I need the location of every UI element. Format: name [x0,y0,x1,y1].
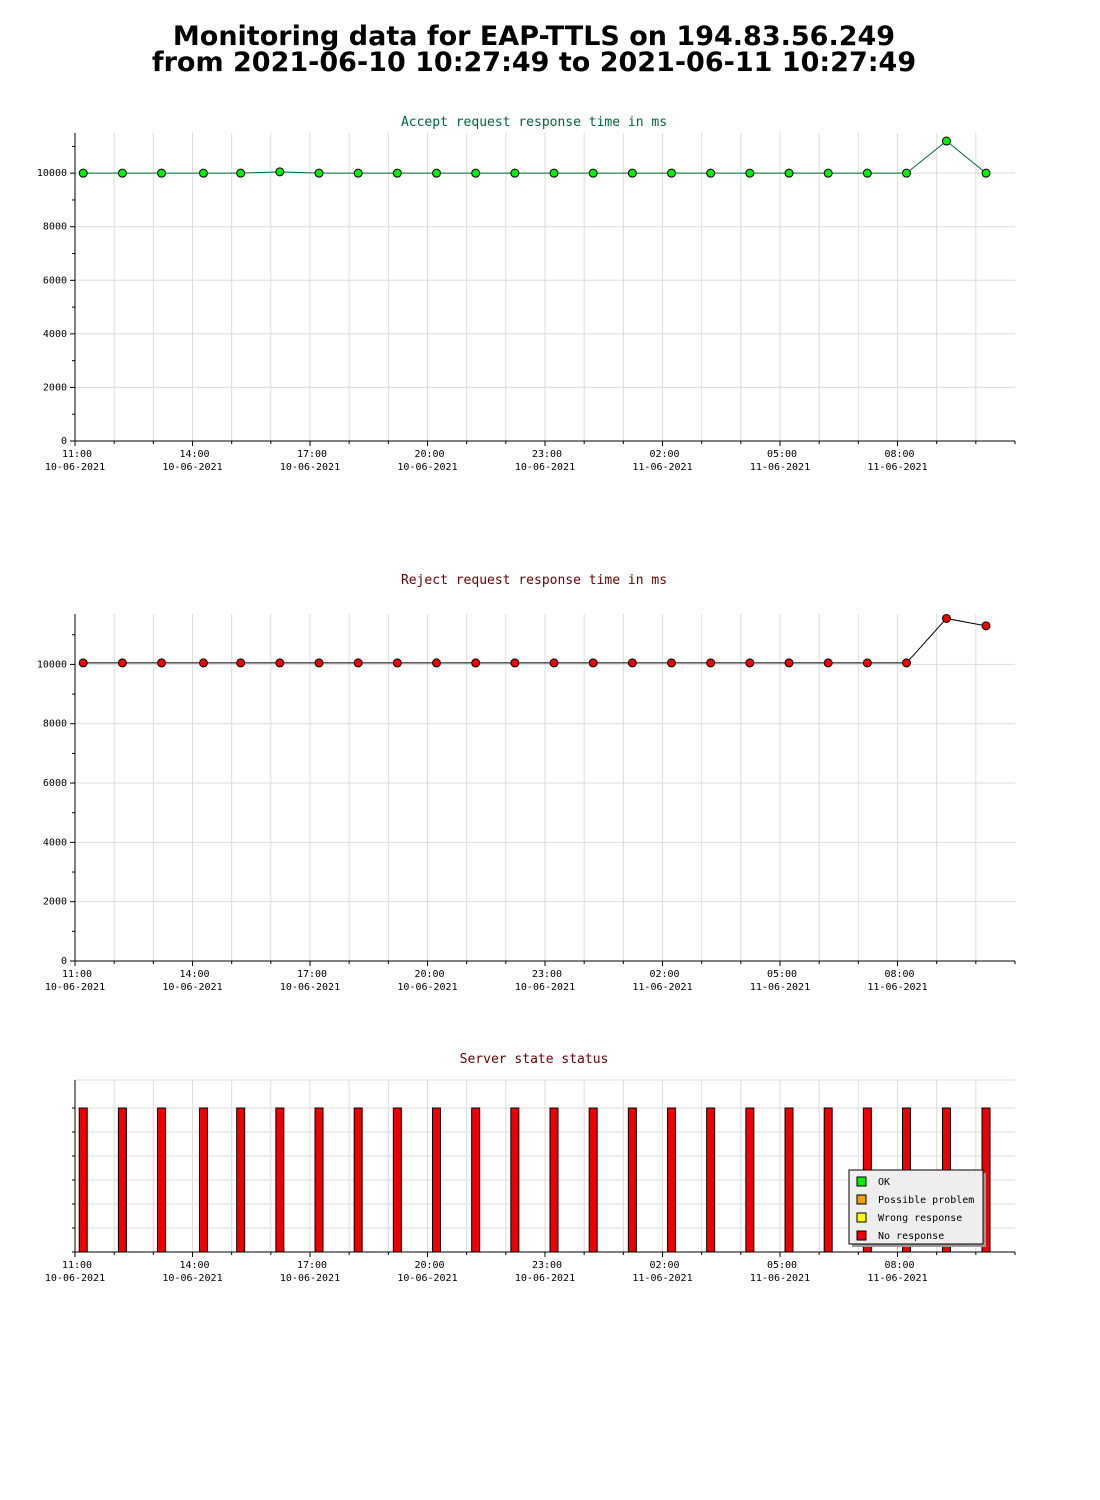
x-tick-label-date: 10-06-2021 [44,982,106,993]
data-point [942,137,950,145]
x-tick-label-time: 11:00 [61,449,93,460]
data-point [433,659,441,667]
x-tick-label-date: 10-06-2021 [44,1273,106,1284]
data-point [982,622,990,630]
y-tick-label: 10000 [36,659,67,671]
x-tick-label-date: 10-06-2021 [397,982,458,993]
data-point [118,169,126,177]
x-tick-label-date: 10-06-2021 [162,1273,223,1284]
x-tick-label-time: 08:00 [884,969,915,980]
x-tick-label-date: 10-06-2021 [514,1273,576,1284]
legend-swatch [857,1213,866,1222]
chart-title: Accept request response time in ms [400,115,668,130]
y-tick-label: 2000 [42,382,67,394]
legend-label: No response [878,1231,945,1242]
status-bar [118,1108,126,1252]
x-tick-label-time: 05:00 [766,1260,798,1271]
x-tick-label-time: 17:00 [296,449,328,460]
status-bar [276,1108,284,1252]
status-bar [628,1108,636,1252]
x-tick-label-date: 10-06-2021 [514,462,576,473]
y-tick-label: 4000 [42,328,67,340]
x-tick-label-date: 10-06-2021 [279,982,341,993]
x-tick-label-date: 11-06-2021 [749,982,811,993]
x-tick-label-date: 10-06-2021 [514,982,576,993]
title-line-1: Monitoring data for EAP-TTLS on 194.83.56.249 [172,21,896,52]
y-tick-label: 0 [60,436,67,447]
data-point [158,659,166,667]
data-point [237,659,245,667]
status-bar [511,1108,519,1252]
x-tick-label-time: 14:00 [179,449,210,460]
x-tick-label-date: 11-06-2021 [867,982,928,993]
data-point [863,659,871,667]
data-point [668,169,676,177]
status-bar [315,1108,323,1252]
y-tick-label: 6000 [42,778,67,790]
data-point [393,659,401,667]
x-tick-label-time: 17:00 [296,1260,328,1271]
data-point [550,659,558,667]
x-tick-label-time: 23:00 [531,969,563,980]
x-tick-label-date: 10-06-2021 [279,1273,341,1284]
data-point [199,659,207,667]
data-point [942,614,950,622]
status-bar [824,1108,832,1252]
x-tick-label-time: 11:00 [61,969,93,980]
x-tick-label-date: 11-06-2021 [867,1273,928,1284]
y-tick-label: 6000 [42,275,67,287]
data-point [707,169,715,177]
series-line [83,618,986,662]
data-point [79,169,87,177]
y-tick-label: 8000 [42,221,67,233]
status-bar [237,1108,245,1252]
data-point [863,169,871,177]
data-point [276,168,284,176]
data-point [158,169,166,177]
x-tick-label-time: 02:00 [649,449,680,460]
data-point [903,169,911,177]
data-point [433,169,441,177]
x-tick-label-date: 10-06-2021 [279,462,341,473]
series-line [83,141,986,173]
data-point [707,659,715,667]
x-tick-label-time: 08:00 [884,449,915,460]
x-tick-label-time: 20:00 [414,449,445,460]
x-tick-label-time: 17:00 [296,969,328,980]
data-point [354,659,362,667]
x-tick-label-date: 11-06-2021 [632,1273,693,1284]
y-tick-label: 8000 [42,718,67,730]
x-tick-label-time: 14:00 [179,969,210,980]
y-tick-label: 4000 [42,837,67,849]
x-tick-label-date: 11-06-2021 [749,1273,811,1284]
data-point [589,169,597,177]
data-point [824,659,832,667]
chart-3 [45,1052,1015,1284]
status-bar [433,1108,441,1252]
x-tick-label-time: 11:00 [61,1260,93,1271]
status-bar [707,1108,715,1252]
x-tick-label-time: 02:00 [649,969,680,980]
data-point [824,169,832,177]
legend-label: OK [878,1177,891,1188]
data-point [982,169,990,177]
status-bar [79,1108,87,1252]
data-point [628,659,636,667]
data-point [628,169,636,177]
data-point [354,169,362,177]
data-point [550,169,558,177]
x-tick-label-date: 11-06-2021 [749,462,811,473]
status-bar [589,1108,597,1252]
x-tick-label-date: 10-06-2021 [397,462,458,473]
data-point [315,659,323,667]
data-point [511,659,519,667]
data-point [589,659,597,667]
x-tick-label-time: 23:00 [531,449,563,460]
data-point [276,659,284,667]
legend-swatch [857,1195,866,1204]
status-bar [393,1108,401,1252]
chart-title: Reject request response time in ms [400,573,668,588]
x-tick-label-date: 10-06-2021 [162,462,223,473]
data-point [315,169,323,177]
legend-label: Wrong response [878,1213,963,1224]
status-bar [158,1108,166,1252]
chart-title: Server state status [459,1052,609,1067]
status-bar [472,1108,480,1252]
x-tick-label-time: 23:00 [531,1260,563,1271]
data-point [903,659,911,667]
title-line-2: from 2021-06-10 10:27:49 to 2021-06-11 10:27:49 [151,47,917,78]
status-bar [354,1108,362,1252]
data-point [746,659,754,667]
x-tick-label-date: 11-06-2021 [867,462,928,473]
x-tick-label-date: 11-06-2021 [632,982,693,993]
x-tick-label-date: 10-06-2021 [397,1273,458,1284]
data-point [79,659,87,667]
y-tick-label: 0 [60,956,67,967]
legend-swatch [857,1231,866,1240]
x-tick-label-time: 05:00 [766,449,798,460]
status-bar [785,1108,793,1252]
data-point [472,659,480,667]
data-point [511,169,519,177]
chart-2 [37,573,1015,993]
data-point [199,169,207,177]
legend-label: Possible problem [878,1195,975,1206]
chart-1 [37,115,1015,473]
x-tick-label-date: 10-06-2021 [162,982,223,993]
status-bar [550,1108,558,1252]
status-bar [668,1108,676,1252]
data-point [472,169,480,177]
x-tick-label-time: 20:00 [414,1260,445,1271]
status-bar [746,1108,754,1252]
data-point [118,659,126,667]
x-tick-label-date: 10-06-2021 [44,462,106,473]
x-tick-label-date: 11-06-2021 [632,462,693,473]
data-point [668,659,676,667]
x-tick-label-time: 14:00 [179,1260,210,1271]
data-point [237,169,245,177]
legend-swatch [857,1177,866,1186]
x-tick-label-time: 05:00 [766,969,798,980]
x-tick-label-time: 20:00 [414,969,445,980]
data-point [746,169,754,177]
y-tick-label: 10000 [36,168,67,180]
y-tick-label: 2000 [42,896,67,908]
x-tick-label-time: 08:00 [884,1260,915,1271]
status-bar [199,1108,207,1252]
data-point [785,169,793,177]
data-point [393,169,401,177]
x-tick-label-time: 02:00 [649,1260,680,1271]
data-point [785,659,793,667]
